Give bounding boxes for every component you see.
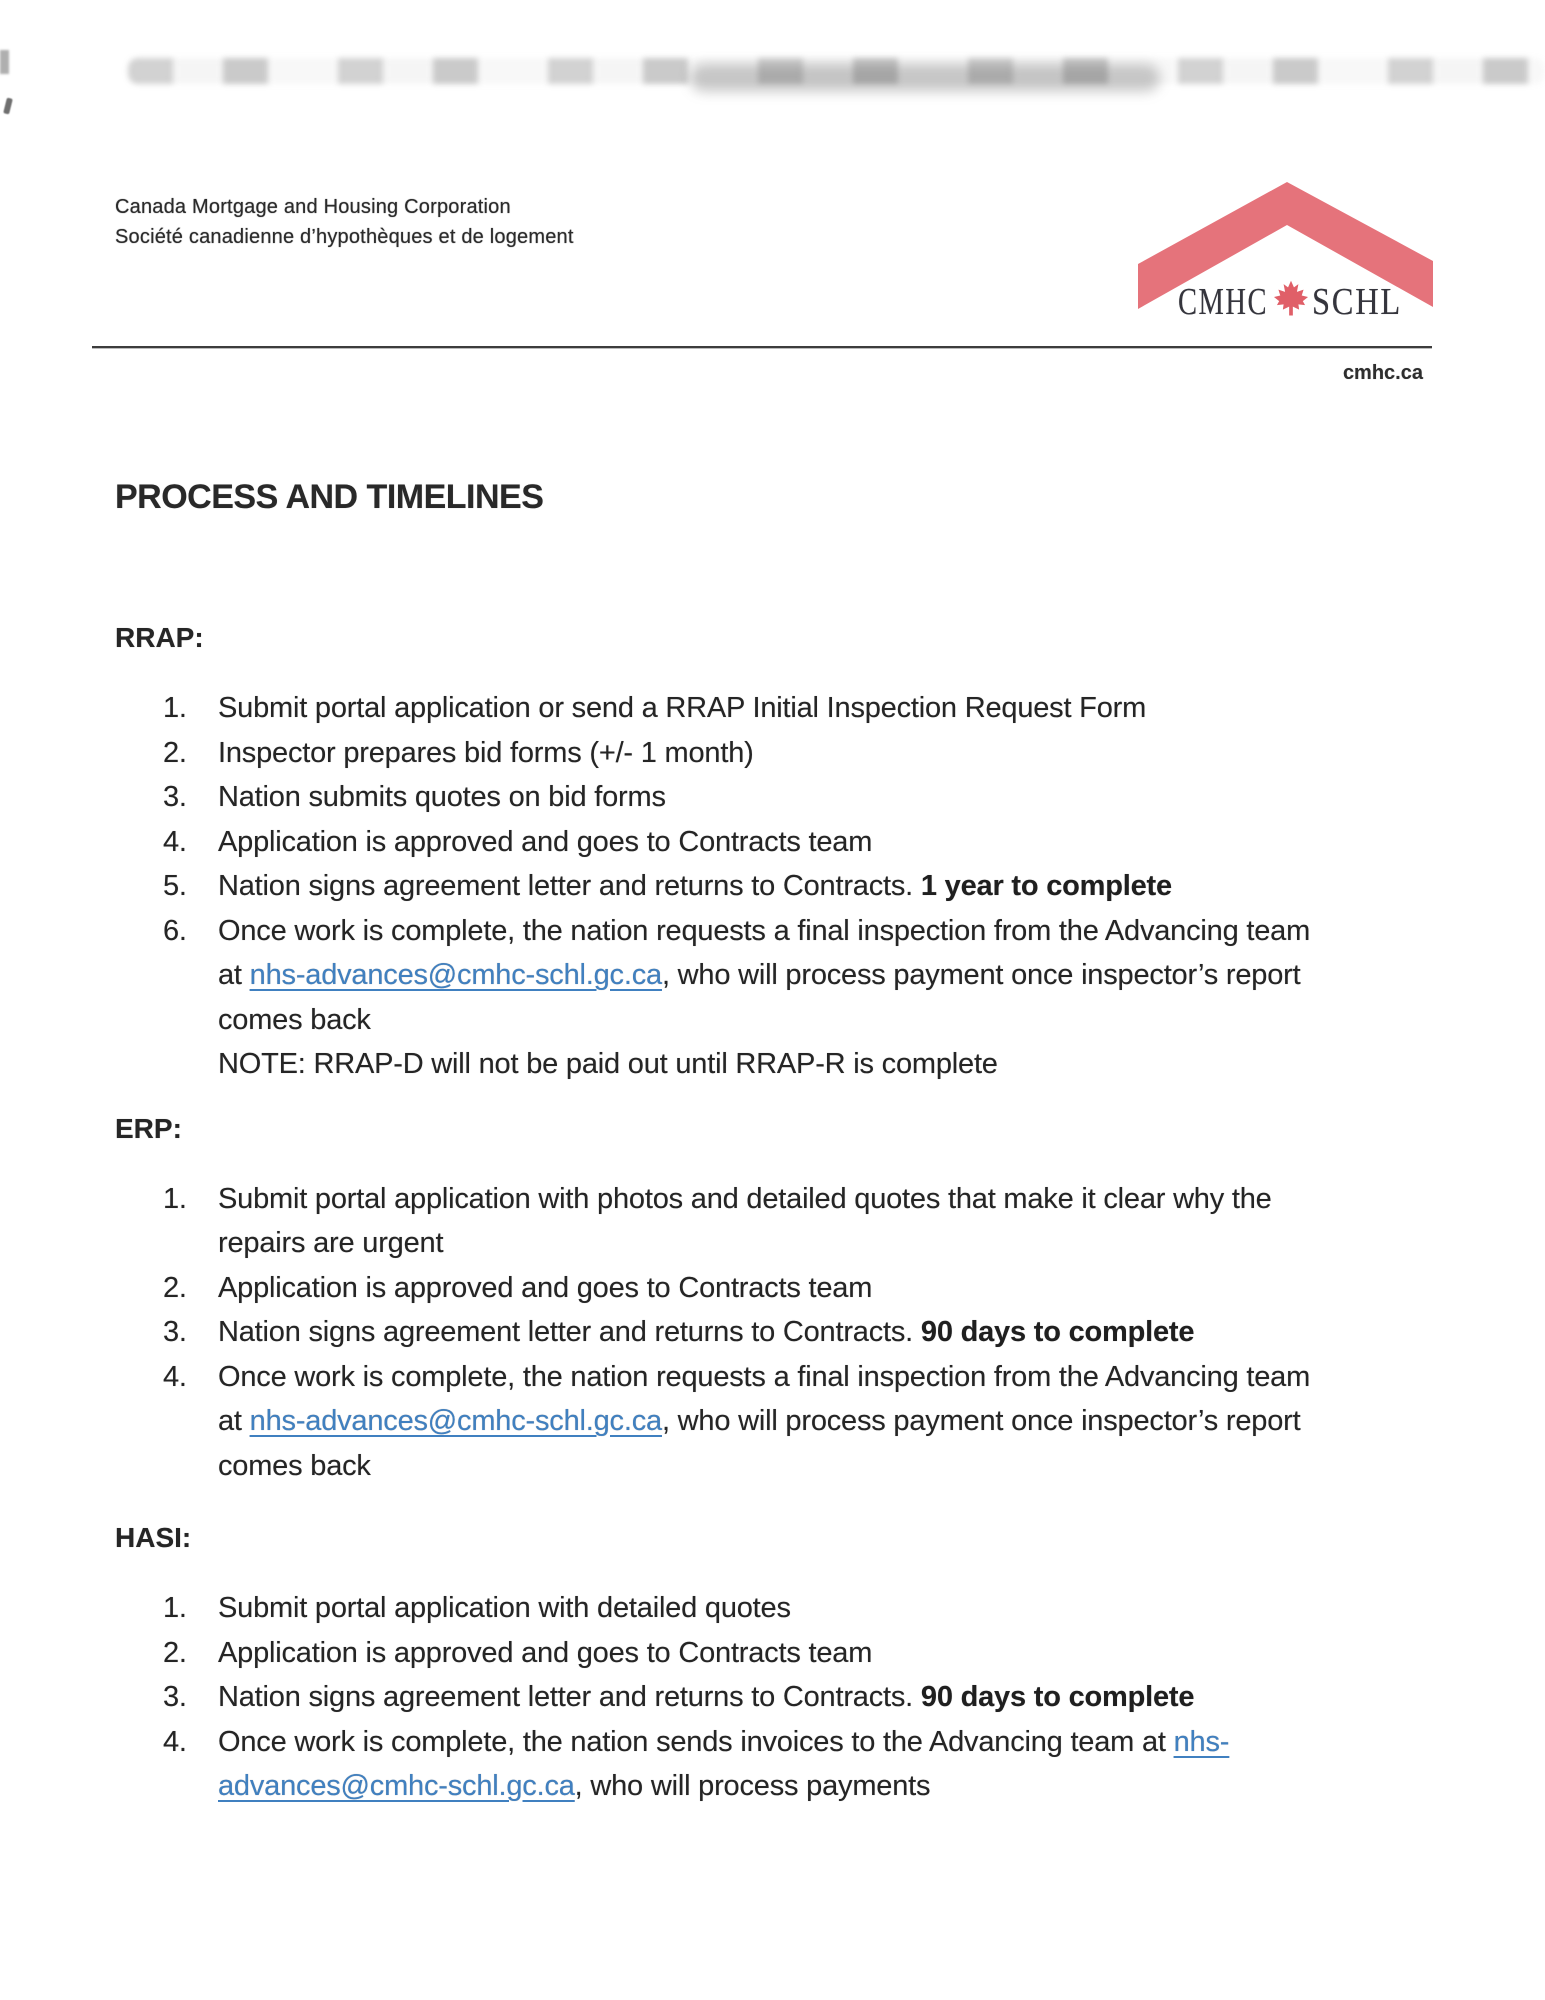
scan-artifact-smudge [690,64,1160,92]
list-item [163,1720,1447,1809]
text-run: Once work is complete, the nation sends invoices to the Advancing team at [218,1725,1174,1758]
page-title: PROCESS AND TIMELINES [115,478,544,516]
company-name-english: Canada Mortgage and Housing Corporation [115,196,511,218]
list-item-number: 3. [163,781,187,813]
text-run: Application is approved and goes to Contracts team [218,1271,873,1304]
text-run: comes back [218,1003,371,1036]
section-hasi [115,1522,1447,1809]
list-item [163,1586,1447,1631]
text-run: NOTE: RRAP-D will not be paid out until RRAP-R is complete [218,1048,998,1080]
bold-text: 90 days to complete [920,1316,1195,1348]
list-item-number: 1. [163,1182,187,1215]
scan-artifact-mark [0,50,9,74]
list-item [163,1675,1447,1720]
section-rrap [115,622,1447,1087]
text-run: Application is approved and goes to Contracts team [218,1636,873,1669]
text-run: Once work is complete, the nation requests a final inspection from the Advancing team [218,914,1311,947]
list-item-number: 2. [163,1636,187,1669]
company-name-french: Société canadienne d’hypothèques et de logement [115,226,574,248]
text-run: Submit portal application or send a RRAP Initial Inspection Request Form [218,692,1147,724]
list-item [163,909,1447,1087]
list-item-number: 2. [163,736,187,769]
text-run: Submit portal application with detailed quotes [218,1592,791,1624]
cmhc-schl-logo [1112,168,1434,320]
company-name-block [115,192,574,252]
list-item-number: 3. [163,1681,187,1713]
text-run: repairs are urgent [218,1227,444,1259]
list-item-number: 6. [163,914,187,947]
text-run: , who will process payments [574,1770,931,1802]
list-item [163,1355,1447,1489]
list-item-number: 3. [163,1316,187,1348]
text-run: Nation signs agreement letter and returns to Contracts. [218,1681,921,1713]
section-erp [115,1113,1447,1489]
logo-text-cmhc: CMHC [1178,281,1268,320]
logo-text-schl: SCHL [1312,281,1402,320]
list-item [163,1266,1447,1311]
list-item-number: 5. [163,870,187,902]
text-run: Submit portal application with photos and detailed quotes that make it clear why the [218,1182,1272,1215]
list-item-number: 4. [163,825,187,858]
header-divider-rule [92,346,1432,348]
numbered-list [115,686,1447,1087]
text-run: Once work is complete, the nation requests a final inspection from the Advancing team [218,1360,1311,1393]
list-item [163,1177,1447,1266]
email-link[interactable]: advances@cmhc-schl.gc.ca [218,1770,575,1802]
list-item-number: 2. [163,1271,187,1304]
list-item [163,1631,1447,1676]
text-run: Nation signs agreement letter and returns to Contracts. [218,870,921,902]
list-item [163,820,1447,865]
document-body [115,478,1447,1809]
text-run: Application is approved and goes to Contracts team [218,825,873,858]
text-run: , who will process payment once inspector’s report [661,1405,1301,1437]
section-heading-erp: ERP: [115,1112,182,1144]
section-heading-hasi: HASI: [115,1522,192,1553]
bold-text: 1 year to complete [920,870,1172,902]
text-run: Nation submits quotes on bid forms [218,781,666,813]
email-link[interactable]: nhs-advances@cmhc-schl.gc.ca [249,959,662,991]
section-heading-rrap: RRAP: [115,622,204,653]
text-run: Nation signs agreement letter and returns to Contracts. [218,1316,921,1348]
list-item-number: 1. [163,1592,187,1624]
text-run: , who will process payment once inspector’s report [661,959,1301,991]
text-run: comes back [218,1449,371,1482]
list-item-number: 4. [163,1360,187,1393]
numbered-list [115,1177,1447,1489]
text-run: at [218,959,250,991]
maple-leaf-icon [1274,281,1308,316]
list-item-number: 1. [163,692,187,724]
scan-artifact-mark [3,98,13,115]
list-item [163,731,1447,776]
text-run: at [218,1405,250,1437]
list-item-number: 4. [163,1725,187,1758]
email-link[interactable]: nhs- [1173,1725,1230,1758]
numbered-list [115,1586,1447,1809]
website-label: cmhc.ca [1342,362,1423,384]
bold-text: 90 days to complete [920,1681,1195,1713]
list-item [163,775,1447,820]
list-item [163,686,1447,731]
text-run: Inspector prepares bid forms (+/- 1 month) [218,736,754,769]
list-item [163,864,1447,909]
list-item [163,1310,1447,1355]
email-link[interactable]: nhs-advances@cmhc-schl.gc.ca [249,1405,662,1437]
